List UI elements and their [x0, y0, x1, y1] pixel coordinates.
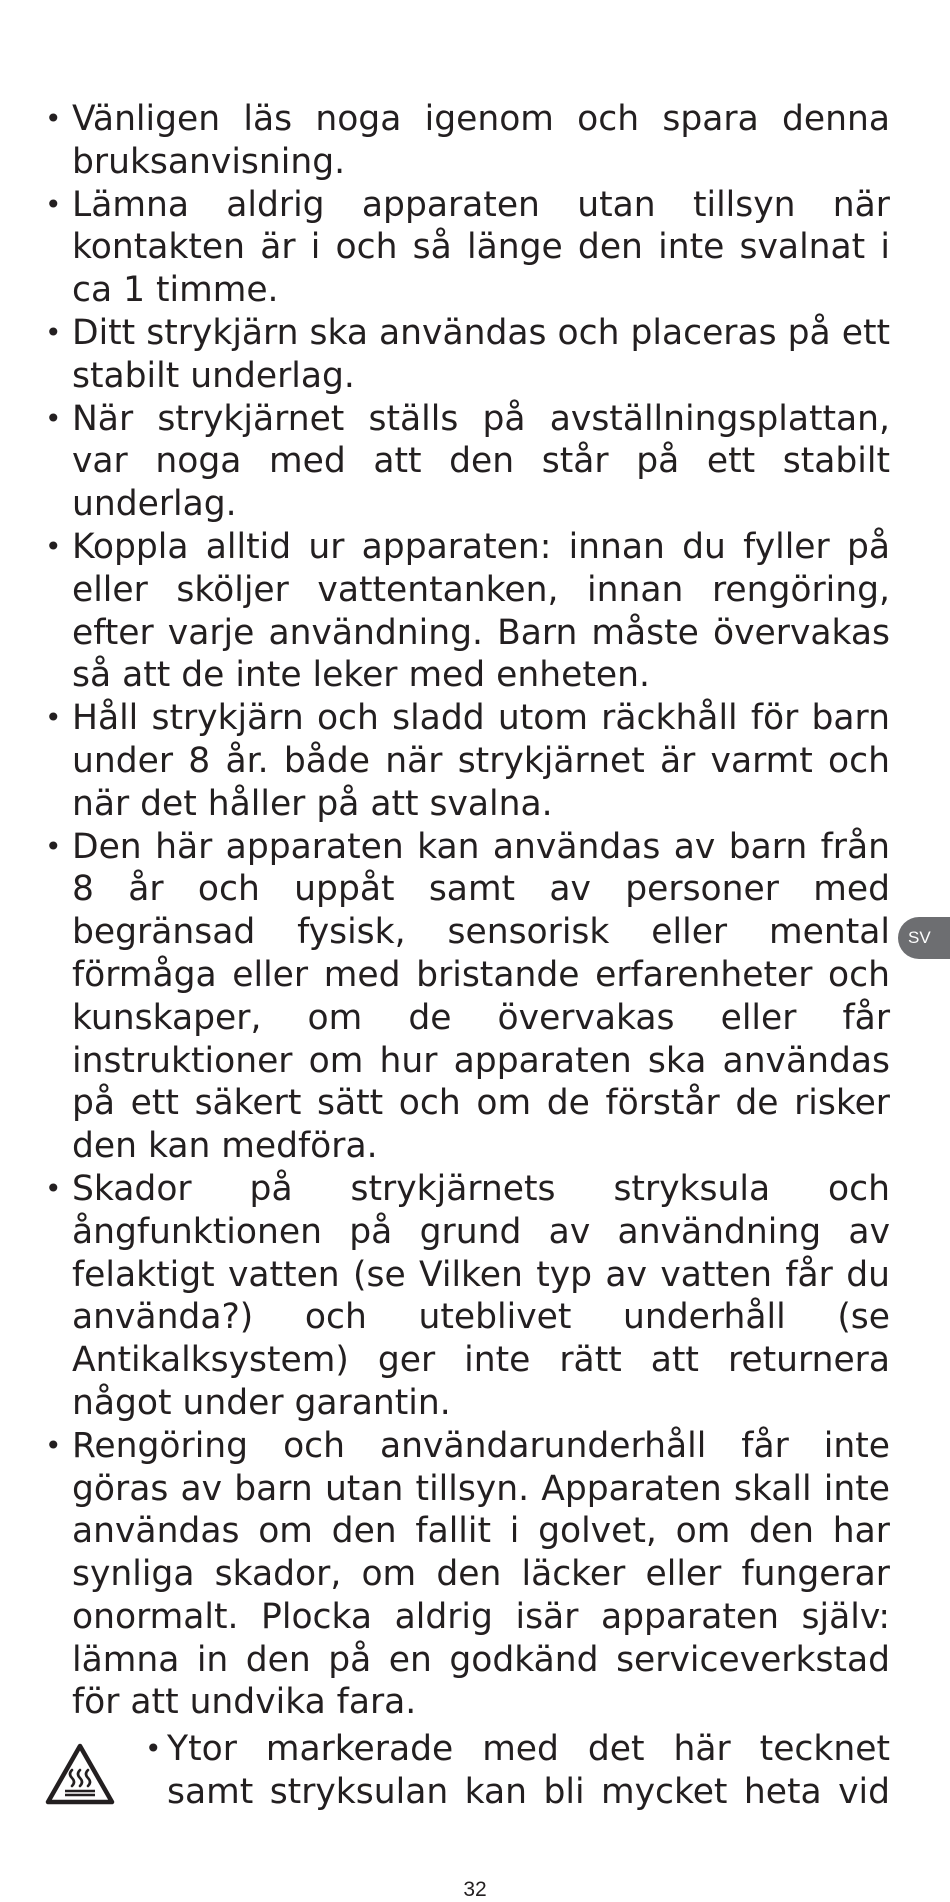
list-item-text: Håll strykjärn och sladd utom räckhåll för barn under 8 år. både när strykjärnet är varmt och när det håller på att svalna. [72, 698, 890, 824]
bullet-dot: • [45, 1428, 62, 1462]
list-item [45, 98, 890, 184]
bullet-dot: • [45, 1171, 62, 1205]
list-item [45, 312, 890, 398]
bullet-dot: • [45, 315, 62, 349]
list-item [45, 398, 890, 526]
bullet-dot: • [45, 529, 62, 563]
bullet-dot: • [145, 1732, 162, 1765]
list-item-text: Rengöring och användarunderhåll får inte göras av barn utan tillsyn. Apparaten skall inte användas om den fallit i golvet, om den har synliga skador, om den läcker eller fungerar onormalt. Plocka aldrig isär apparaten själv: lämna in den på en godkänd serviceverkstad för att undvika fara. [72, 1425, 890, 1723]
list-item-text: När strykjärnet ställs på avställningsplattan, var noga med att den står på ett stabilt underlag. [72, 398, 890, 525]
list-item [45, 826, 890, 1168]
list-item [45, 1425, 890, 1725]
hot-surface-warning [45, 1728, 890, 1814]
bullet-dot: • [45, 401, 62, 435]
list-item [45, 184, 890, 312]
instructions-body [45, 98, 890, 1724]
bullet-dot: • [45, 701, 62, 735]
list-item-text: Vänligen läs noga igenom och spara denna bruksanvisning. [72, 99, 890, 182]
bullet-dot: • [45, 187, 62, 221]
bullet-dot: • [45, 829, 62, 863]
list-item-text: Ditt strykjärn ska användas och placeras på ett stabilt underlag. [72, 312, 890, 396]
warning-list-item [145, 1728, 890, 1814]
bullet-dot: • [45, 102, 62, 135]
language-tab: SV [898, 917, 950, 959]
safety-bullet-list [45, 98, 890, 1724]
list-item-text: Lämna aldrig apparaten utan tillsyn när kontakten är i och så länge den inte svalnat i ca 1 timme. [72, 184, 890, 311]
list-item [45, 526, 890, 697]
page-number: 32 [463, 1878, 487, 1901]
hot-surface-warning-icon [45, 1742, 115, 1806]
list-item-text: Den här apparaten kan användas av barn från 8 år och uppåt samt av personer med begränsad fysisk, sensorisk eller mental förmåga eller med bristande erfarenheter och kunskaper, om de övervakas eller får instruktioner om hur apparaten ska användas på ett säkert sätt och om de förstår de risker den kan medföra. [72, 826, 890, 1167]
warning-text: Ytor markerade med det här tecknet samt stryksulan kan bli mycket heta vid [167, 1729, 890, 1812]
list-item-text: Koppla alltid ur apparaten: innan du fyller på eller sköljer vattentanken, innan rengöring, efter varje användning. Barn måste övervakas så att de inte leker med enheten. [72, 526, 890, 696]
list-item [45, 697, 890, 825]
list-item [45, 1168, 890, 1425]
list-item-text: Skador på strykjärnets stryksula och ångfunktionen på grund av användning av felaktigt vatten (se Vilken typ av vatten får du använda?) och uteblivet underhåll (se Antikalksystem) ger inte rätt att returnera något under garantin. [72, 1168, 890, 1423]
